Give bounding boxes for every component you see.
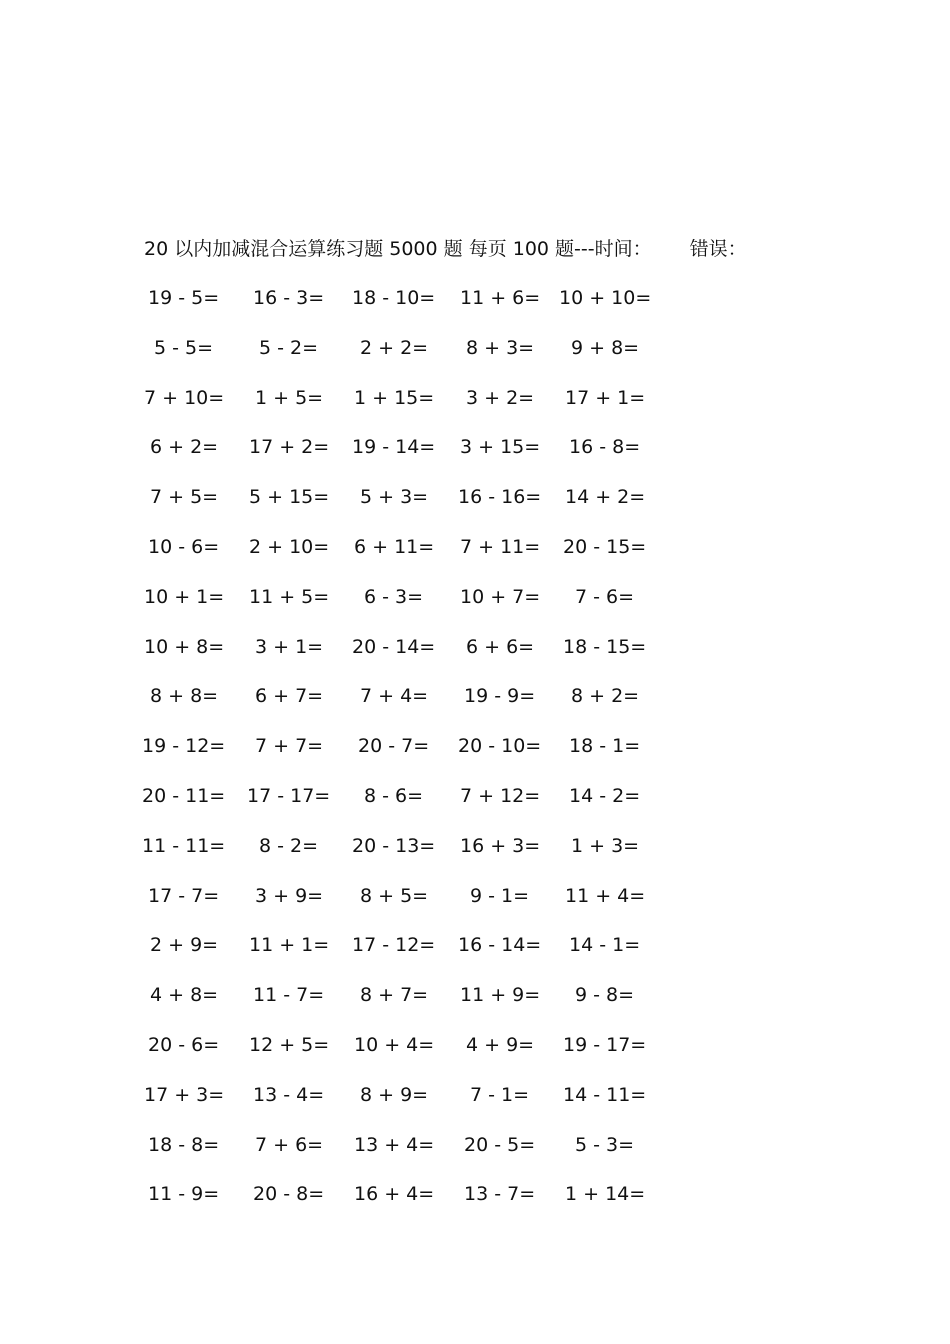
problem-item: 19 - 12= <box>142 735 226 758</box>
problem-item: 20 - 7= <box>358 735 430 758</box>
problem-item: 20 - 13= <box>352 834 436 857</box>
problem-item: 8 - 6= <box>364 785 424 807</box>
problem-item: 3 + 1= <box>255 635 324 658</box>
problem-item: 7 + 10= <box>144 386 225 409</box>
problem-item: 16 - 3= <box>253 287 325 309</box>
problem-row <box>0 930 950 960</box>
problem-item: 8 + 8= <box>150 685 219 708</box>
problem-item: 7 + 7= <box>255 735 324 758</box>
problem-row <box>0 532 950 562</box>
problem-row <box>0 1130 950 1160</box>
problem-item: 7 - 6= <box>575 585 635 608</box>
problem-item: 18 - 10= <box>352 287 436 309</box>
problem-item: 16 - 14= <box>458 934 542 957</box>
problem-item: 6 + 6= <box>466 635 535 658</box>
problem-item: 7 + 5= <box>150 486 219 509</box>
problem-item: 11 + 1= <box>249 934 330 957</box>
problem-item: 17 - 7= <box>148 884 220 907</box>
problem-item: 18 - 8= <box>148 1133 220 1156</box>
problem-item: 17 + 1= <box>565 386 646 409</box>
problem-row <box>0 881 950 911</box>
problem-item: 11 + 4= <box>565 884 646 907</box>
problem-item: 17 + 2= <box>249 436 330 459</box>
problem-item: 7 + 4= <box>360 685 429 708</box>
problem-item: 9 + 8= <box>571 336 640 359</box>
problem-item: 10 - 6= <box>148 536 220 558</box>
problem-item: 18 - 1= <box>569 735 641 758</box>
worksheet-header <box>144 234 747 264</box>
problem-item: 5 + 15= <box>249 486 330 509</box>
problem-item: 2 + 9= <box>150 934 219 957</box>
problem-item: 9 - 8= <box>575 984 635 1007</box>
problem-item: 20 - 10= <box>458 735 542 758</box>
problem-item: 11 - 7= <box>253 984 325 1007</box>
problem-row <box>0 482 950 512</box>
problem-item: 10 + 4= <box>354 1034 435 1056</box>
problem-item: 5 - 5= <box>154 336 214 359</box>
problem-item: 9 - 1= <box>470 884 530 907</box>
problem-item: 12 + 5= <box>249 1034 330 1056</box>
problem-item: 3 + 2= <box>466 386 535 409</box>
problem-item: 4 + 9= <box>466 1034 535 1056</box>
problem-item: 10 + 1= <box>144 585 225 608</box>
problem-row <box>0 781 950 811</box>
problem-row <box>0 432 950 462</box>
problem-item: 14 - 2= <box>569 785 641 807</box>
problem-item: 7 - 1= <box>470 1083 530 1106</box>
problem-item: 6 + 7= <box>255 685 324 708</box>
problem-item: 5 - 3= <box>575 1133 635 1156</box>
problem-item: 14 - 1= <box>569 934 641 957</box>
problem-item: 2 + 2= <box>360 336 429 359</box>
problem-item: 19 - 5= <box>148 287 220 309</box>
problem-item: 8 - 2= <box>259 834 319 857</box>
problem-item: 16 - 16= <box>458 486 542 509</box>
problem-item: 16 + 3= <box>460 834 541 857</box>
problem-row <box>0 731 950 761</box>
problem-item: 20 - 15= <box>563 536 647 558</box>
problem-row <box>0 1179 950 1209</box>
problem-item: 11 - 9= <box>148 1183 220 1206</box>
problem-item: 11 + 6= <box>460 287 541 309</box>
problem-item: 11 - 11= <box>142 834 226 857</box>
problem-item: 6 + 11= <box>354 536 435 558</box>
worksheet-title: 20 以内加减混合运算练习题 5000 题 每页 100 题---时间： <box>144 238 652 260</box>
problem-item: 11 + 9= <box>460 984 541 1007</box>
problem-item: 1 + 5= <box>255 386 324 409</box>
problem-row <box>0 831 950 861</box>
problem-item: 20 - 14= <box>352 635 436 658</box>
problem-item: 17 - 17= <box>247 785 331 807</box>
problem-item: 8 + 5= <box>360 884 429 907</box>
problem-row <box>0 283 950 313</box>
problem-item: 1 + 3= <box>571 834 640 857</box>
problem-item: 10 + 7= <box>460 585 541 608</box>
problem-item: 13 - 7= <box>464 1183 536 1206</box>
problem-item: 20 - 11= <box>142 785 226 807</box>
problem-row <box>0 1080 950 1110</box>
problem-item: 14 - 11= <box>563 1083 647 1106</box>
problem-item: 7 + 6= <box>255 1133 324 1156</box>
problem-item: 6 + 2= <box>150 436 219 459</box>
problem-item: 20 - 8= <box>253 1183 325 1206</box>
problem-item: 2 + 10= <box>249 536 330 558</box>
problem-item: 19 - 14= <box>352 436 436 459</box>
problem-item: 20 - 5= <box>464 1133 536 1156</box>
problem-row <box>0 582 950 612</box>
problem-item: 7 + 11= <box>460 536 541 558</box>
problem-item: 7 + 12= <box>460 785 541 807</box>
problem-item: 4 + 8= <box>150 984 219 1007</box>
problem-row <box>0 980 950 1010</box>
problem-row <box>0 383 950 413</box>
problem-item: 13 - 4= <box>253 1083 325 1106</box>
problem-row <box>0 681 950 711</box>
problem-item: 8 + 3= <box>466 336 535 359</box>
problem-row <box>0 632 950 662</box>
problem-item: 3 + 15= <box>460 436 541 459</box>
problem-item: 13 + 4= <box>354 1133 435 1156</box>
problem-item: 17 - 12= <box>352 934 436 957</box>
problem-row <box>0 1030 950 1060</box>
problem-item: 11 + 5= <box>249 585 330 608</box>
problem-item: 10 + 8= <box>144 635 225 658</box>
problem-item: 5 - 2= <box>259 336 319 359</box>
problem-item: 8 + 2= <box>571 685 640 708</box>
problem-item: 8 + 9= <box>360 1083 429 1106</box>
problem-item: 16 + 4= <box>354 1183 435 1206</box>
problem-item: 6 - 3= <box>364 585 424 608</box>
problem-item: 18 - 15= <box>563 635 647 658</box>
problem-item: 8 + 7= <box>360 984 429 1007</box>
problem-item: 20 - 6= <box>148 1034 220 1056</box>
errors-label: 错误： <box>689 238 747 260</box>
problem-item: 16 - 8= <box>569 436 641 459</box>
problem-item: 17 + 3= <box>144 1083 225 1106</box>
problem-item: 3 + 9= <box>255 884 324 907</box>
problem-item: 1 + 15= <box>354 386 435 409</box>
problem-item: 5 + 3= <box>360 486 429 509</box>
problem-item: 19 - 9= <box>464 685 536 708</box>
problem-row <box>0 333 950 363</box>
problem-item: 10 + 10= <box>559 287 652 309</box>
problem-item: 1 + 14= <box>565 1183 646 1206</box>
problem-item: 14 + 2= <box>565 486 646 509</box>
problem-item: 19 - 17= <box>563 1034 647 1056</box>
